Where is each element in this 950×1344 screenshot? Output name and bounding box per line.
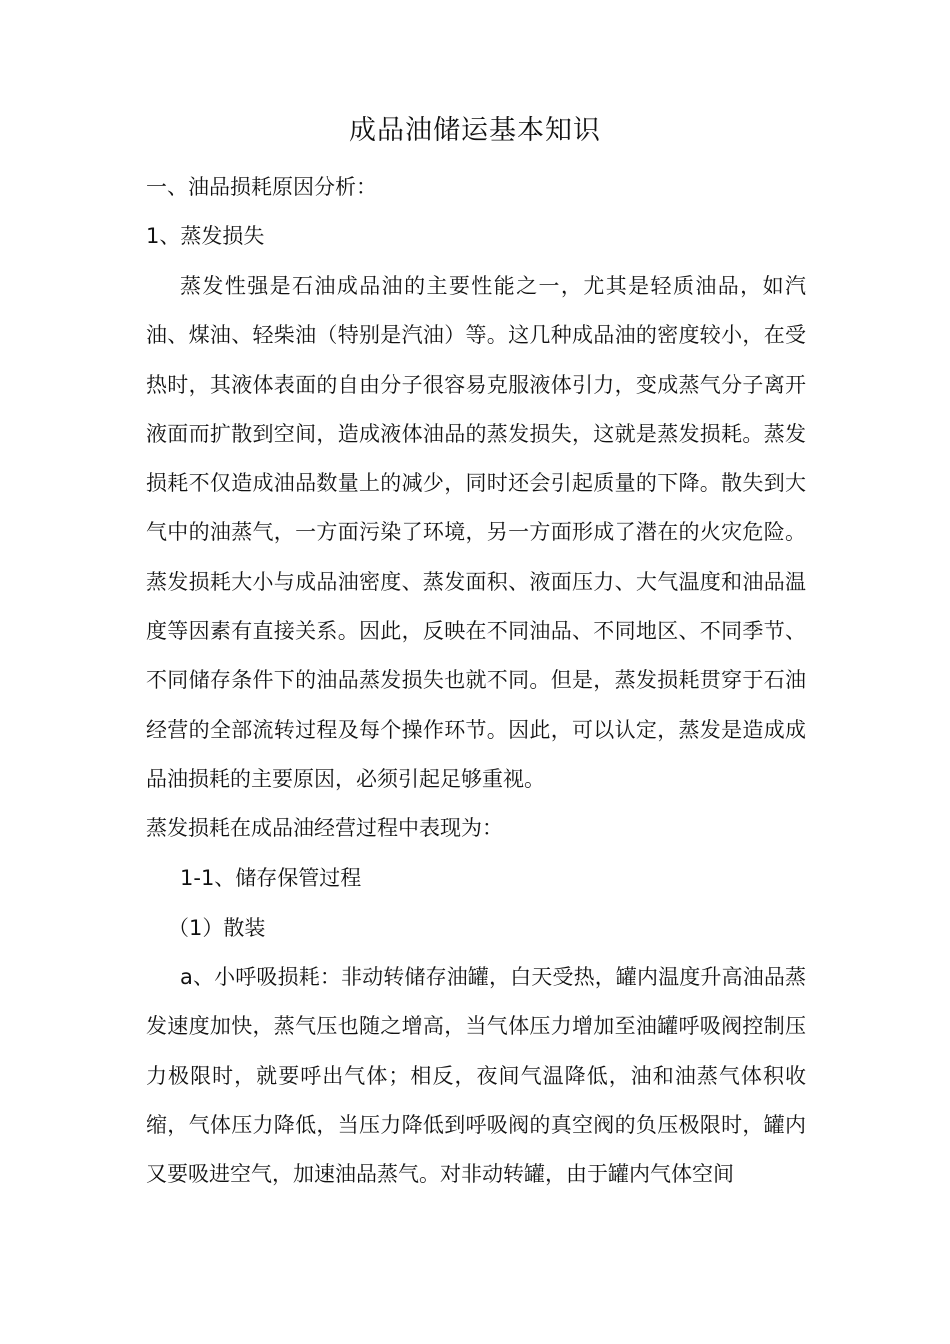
item-bulk: （1）散装 [168,916,266,940]
subsection-heading-storage: 1-1、储存保管过程 [180,866,362,890]
paragraph-evaporation-loss: 蒸发性强是石油成品油的主要性能之一，尤其是轻质油品，如汽油、煤油、轻柴油（特别是汽油）等。这几种成品油的密度较小，在受热时，其液体表面的自由分子很容易克服液体引力，变成蒸气分子离开液面而扩散到空间，造成液体油品的蒸发损失，这就是蒸发损耗。蒸发损耗不仅造成油品数量上的减少，同时还会引起质量的下降。散失到大气中的油蒸气，一方面污染了环境，另一方面形成了潜在的火灾危险。蒸发损耗大小与成品油密度、蒸发面积、液面压力、大气温度和油品温度等因素有直接关系。因此，反映在不同油品、不同地区、不同季节、不同储存条件下的油品蒸发损失也就不同。但是，蒸发损耗贯穿于石油经营的全部流转过程及每个操作环节。因此，可以认定，蒸发是造成成品油损耗的主要原因，必须引起足够重视。 [146,274,806,791]
document-title: 成品油储运基本知识 [349,115,601,146]
section-heading: 一、油品损耗原因分析： [146,175,377,199]
intro-line: 蒸发损耗在成品油经营过程中表现为： [146,816,503,840]
paragraph-small-breathing-loss: a、小呼吸损耗：非动转储存油罐，白天受热，罐内温度升高油品蒸发速度加快，蒸气压也随之增高，当气体压力增加至油罐呼吸阀控制压力极限时，就要呼出气体；相反，夜间气温降低，油和油蒸气体积收缩，气体压力降低，当压力降低到呼吸阀的真空阀的负压极限时，罐内又要吸进空气，加速油品蒸气。对非动转罐，由于罐内气体空间 [146,965,806,1187]
subsection-heading-evaporation: 1、蒸发损失 [146,224,265,248]
